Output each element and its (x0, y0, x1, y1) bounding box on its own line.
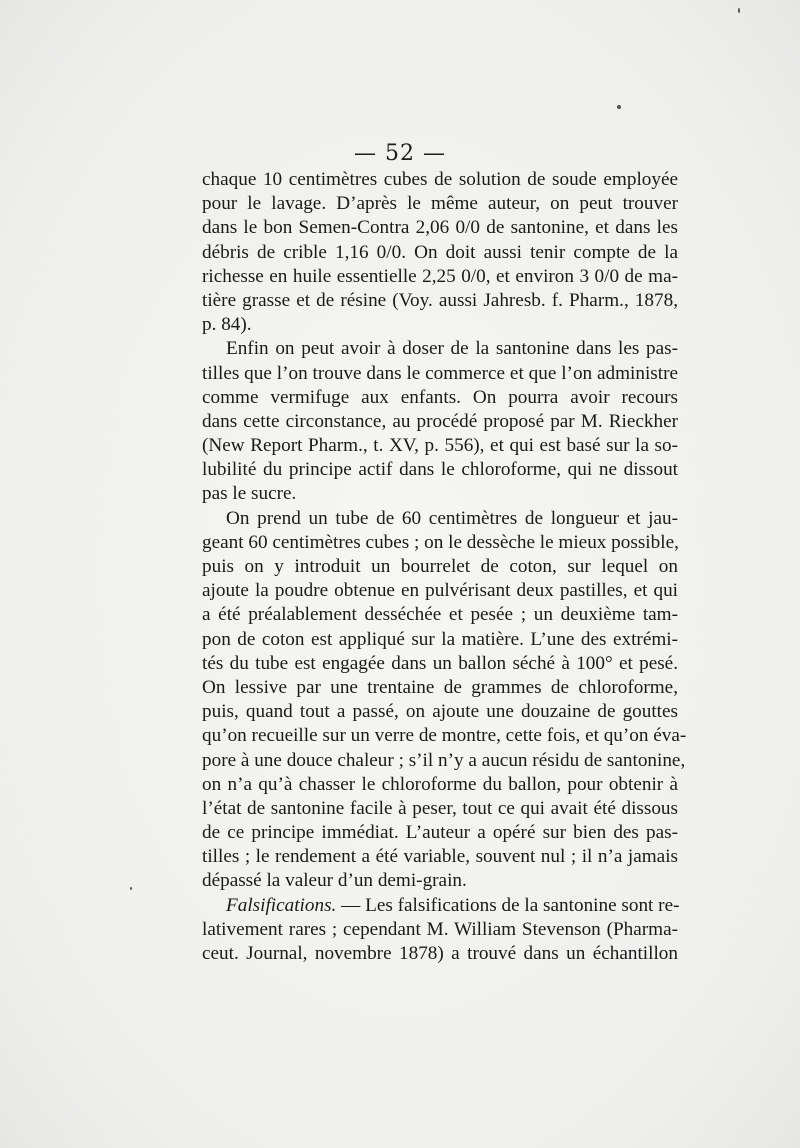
text-line: ajoute la poudre obtenue en pulvérisant deux pastilles, et qui (202, 580, 678, 602)
text-line: pore à une douce chaleur ; s’il n’y a aucun résidu de santonine, (202, 749, 686, 771)
text-line: tilles que l’on trouve dans le commerce et que l’on administre (202, 362, 678, 384)
text-line: On lessive par une trentaine de grammes de chloroforme, (202, 676, 678, 698)
print-speck (130, 887, 132, 890)
print-speck (617, 105, 621, 109)
text-line: tière grasse et de résine (Voy. aussi Jahresb. f. Pharm., 1878, (202, 289, 678, 311)
text-line: chaque 10 centimètres cubes de solution de soude employée (202, 169, 678, 190)
text-line: on n’a qu’à chasser le chloroforme du ballon, pour obtenir à (202, 773, 678, 795)
body-text (202, 168, 687, 966)
text-line: dépassé la valeur d’un demi-grain. (202, 870, 467, 892)
text-line: geant 60 centimètres cubes ; on le dessèche le mieux possible, (202, 531, 679, 553)
text-line: l’état de santonine facile à peser, tout ce qui avait été dissous (202, 797, 678, 819)
paragraph-start: Enfin on peut avoir à doser de la santonine dans les pas- (226, 338, 678, 360)
print-speck (738, 8, 740, 13)
text-line: dans cette circonstance, au procédé proposé par M. Rieckher (202, 410, 678, 432)
text-line: tilles ; le rendement a été variable, souvent nul ; il n’a jamais (202, 846, 678, 868)
text-line: ceut. Journal, novembre 1878) a trouvé dans un échantillon (202, 943, 678, 964)
text-line: puis, quand tout a passé, on ajoute une douzaine de gouttes (202, 701, 678, 723)
text-line: tés du tube est engagée dans un ballon séché à 100° et pesé. (202, 652, 678, 674)
text-line: p. 84). (202, 314, 252, 336)
text-line: pour le lavage. D’après le même auteur, on peut trouver (202, 193, 678, 215)
text-line: a été préalablement desséchée et pesée ; un deuxième tam- (202, 604, 678, 626)
text-line: qu’on recueille sur un verre de montre, cette fois, et qu’on éva- (202, 725, 687, 747)
text-line: lubilité du principe actif dans le chloroforme, qui ne dissout (202, 459, 678, 481)
text-line: lativement rares ; cependant M. William Stevenson (Pharma- (202, 918, 678, 940)
paragraph-start: Falsifications. — Les falsifications de la santonine sont re- (226, 894, 680, 916)
section-heading: Falsifications. (226, 894, 337, 916)
text-line: (New Report Pharm., t. XV, p. 556), et qui est basé sur la so- (202, 435, 678, 457)
text-line: débris de crible 1,16 0/0. On doit aussi tenir compte de la (202, 241, 678, 263)
text-line: de ce principe immédiat. L’auteur a opéré sur bien des pas- (202, 822, 678, 844)
text-line: pas le sucre. (202, 483, 297, 505)
text-line: comme vermifuge aux enfants. On pourra avoir recours (202, 386, 678, 408)
text-line: puis on y introduit un bourrelet de coton, sur lequel on (202, 556, 678, 577)
paragraph-start: On prend un tube de 60 centimètres de longueur et jau- (226, 507, 678, 529)
text-line: dans le bon Semen-Contra 2,06 0/0 de santonine, et dans les (202, 217, 678, 239)
text-line: pon de coton est appliqué sur la matière. L’une des extrémi- (202, 628, 678, 650)
text-line: richesse en huile essentielle 2,25 0/0, et environ 3 0/0 de ma- (202, 265, 678, 287)
page-number: — 52 — (354, 141, 446, 166)
